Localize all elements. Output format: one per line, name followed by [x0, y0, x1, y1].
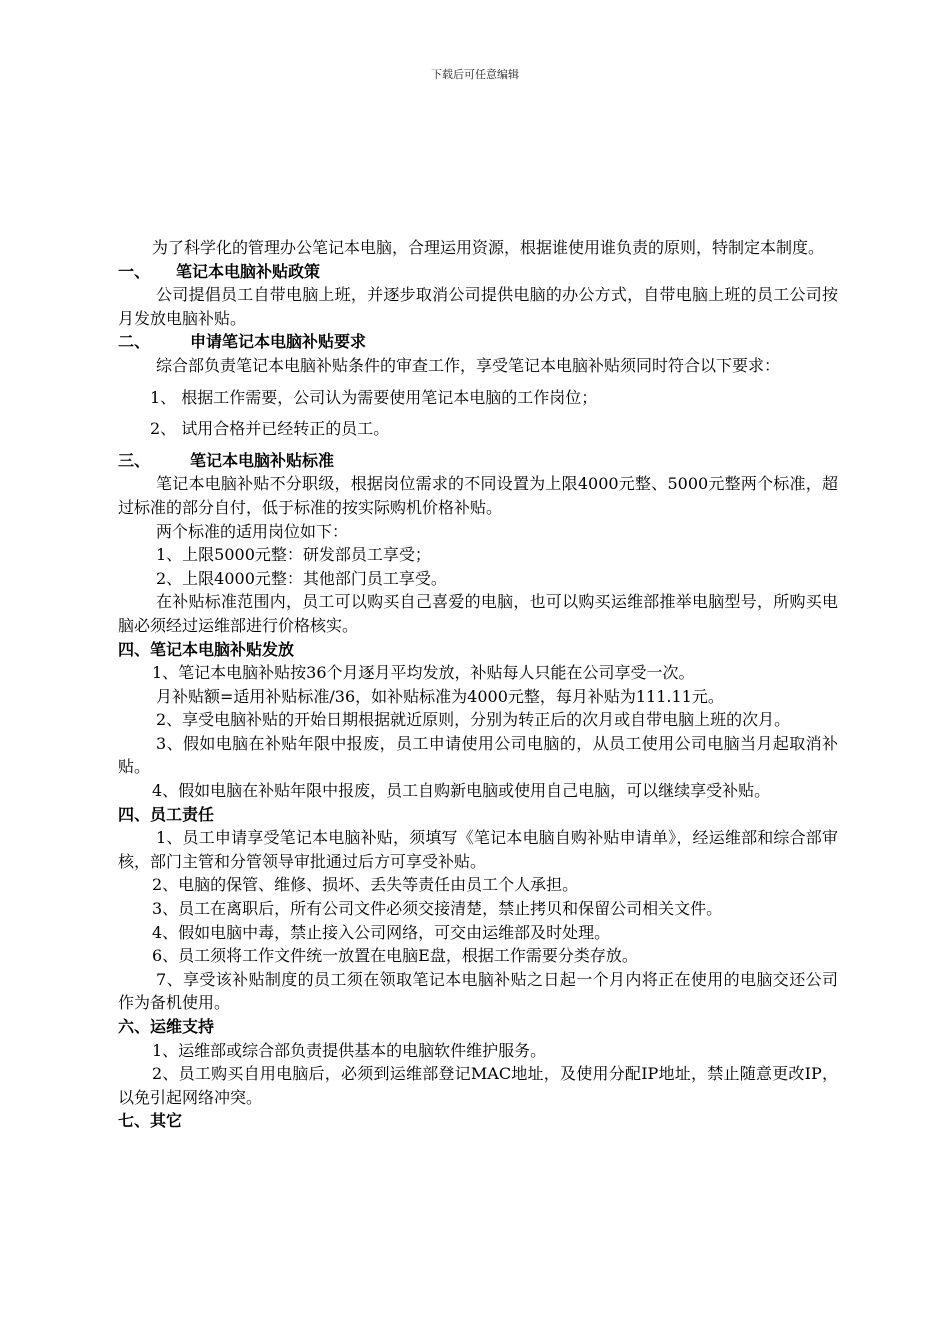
- paragraph: 7、享受该补贴制度的员工须在领取笔记本电脑补贴之日起一个月内将正在使用的电脑交还公司作为备机使用。: [118, 969, 838, 1013]
- page-header-note: 下载后可任意编辑: [431, 68, 519, 81]
- section-number: 一、: [118, 261, 151, 281]
- paragraph: 6、员工须将工作文件统一放置在电脑E盘，根据工作需要分类存放。: [152, 946, 638, 966]
- paragraph: 3、员工在离职后，所有公司文件必须交接清楚，禁止拷贝和保留公司相关文件。: [152, 899, 723, 919]
- paragraph: 月补贴额=适用补贴标准/36，如补贴标准为4000元整，每月补贴为111.11元。: [156, 686, 724, 706]
- section-5-heading: [118, 803, 838, 827]
- list-item: 1、 根据工作需要，公司认为需要使用笔记本电脑的工作岗位；: [150, 387, 598, 407]
- section-title: 笔记本电脑补贴发放: [150, 639, 295, 659]
- paragraph: 1、运维部或综合部负责提供基本的电脑软件维护服务。: [152, 1040, 547, 1060]
- paragraph: 两个标准的适用岗位如下：: [156, 521, 349, 541]
- section-number: 三、: [118, 450, 151, 470]
- list-item: 2、 试用合格并已经转正的员工。: [150, 419, 390, 439]
- paragraph: 公司提倡员工自带电脑上班，并逐步取消公司提供电脑的办公方式，自带电脑上班的员工公司按月发放电脑补贴。: [118, 285, 838, 328]
- section-4-heading: [118, 638, 838, 662]
- list-item: 1、上限5000元整：研发部员工享受；: [156, 545, 431, 565]
- section-title: 员工责任: [150, 804, 215, 824]
- intro-paragraph: 为了科学化的管理办公笔记本电脑，合理运用资源，根据谁使用谁负责的原则，特制定本制度。: [152, 238, 825, 257]
- section-number: 四、: [118, 804, 151, 824]
- document-body: [118, 236, 838, 1133]
- section-number: 六、: [118, 1017, 151, 1036]
- paragraph: 笔记本电脑补贴不分职级，根据岗位需求的不同设置为上限4000元整、5000元整两个标准，超过标准的部分自付，低于标准的按实际购机价格补贴。: [118, 474, 838, 517]
- paragraph: 2、享受电脑补贴的开始日期根据就近原则，分别为转正后的次月或自带电脑上班的次月。: [156, 710, 791, 730]
- paragraph: 4、假如电脑在补贴年限中报废，员工自购新电脑或使用自己电脑，可以继续享受补贴。: [152, 781, 771, 801]
- paragraph: 3、假如电脑在补贴年限中报废，员工申请使用公司电脑的，从员工使用公司电脑当月起取消补贴。: [118, 733, 838, 777]
- section-title: 运维支持: [150, 1017, 215, 1036]
- section-title: 申请笔记本电脑补贴要求: [190, 332, 367, 352]
- paragraph: 综合部负责笔记本电脑补贴条件的审查工作，享受笔记本电脑补贴须同时符合以下要求：: [156, 355, 781, 375]
- section-number: 七、: [118, 1111, 151, 1131]
- section-3-heading: [118, 449, 838, 473]
- section-2-heading: [118, 330, 838, 354]
- section-1-heading: [118, 260, 838, 284]
- section-title: 笔记本电脑补贴政策: [176, 261, 321, 281]
- section-6-heading: [118, 1015, 838, 1039]
- paragraph: 1、员工申请享受笔记本电脑补贴，须填写《笔记本电脑自购补贴申请单》，经运维部和综合部审核，部门主管和分管领导审批通过后方可享受补贴。: [118, 828, 838, 871]
- paragraph: 2、员工购买自用电脑后，必须到运维部登记MAC地址，及使用分配IP地址，禁止随意更改IP，以免引起网络冲突。: [118, 1064, 838, 1107]
- paragraph: 1、笔记本电脑补贴按36个月逐月平均发放，补贴每人只能在公司享受一次。: [152, 663, 695, 683]
- paragraph: 2、电脑的保管、维修、损坏、丢失等责任由员工个人承担。: [152, 875, 579, 895]
- section-title: 其它: [150, 1111, 183, 1131]
- section-title: 笔记本电脑补贴标准: [190, 450, 335, 470]
- list-item: 2、上限4000元整：其他部门员工享受。: [156, 568, 447, 588]
- section-number: 二、: [118, 332, 151, 352]
- section-7-heading: [118, 1109, 838, 1133]
- paragraph: 4、假如电脑中毒，禁止接入公司网络，可交由运维部及时处理。: [152, 922, 611, 942]
- paragraph: 在补贴标准范围内，员工可以购买自己喜爱的电脑，也可以购买运维部推举电脑型号，所购买电脑必须经过运维部进行价格核实。: [118, 592, 838, 635]
- section-number: 四、: [118, 639, 151, 659]
